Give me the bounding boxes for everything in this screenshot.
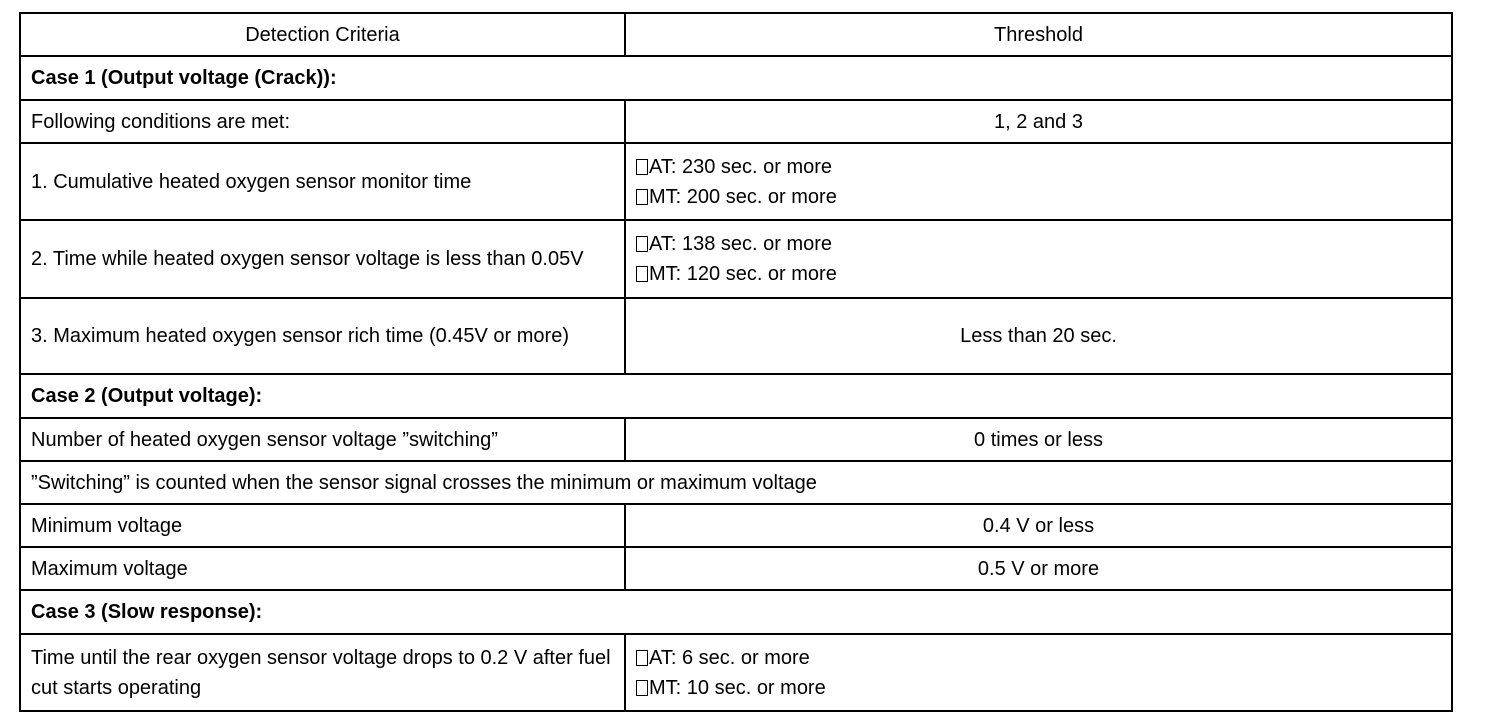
detection-criteria-table <box>19 12 1453 712</box>
criteria-cell: Following conditions are met: <box>20 100 625 143</box>
criteria-cell: Maximum voltage <box>20 547 625 590</box>
case2-title: Case 2 (Output voltage): <box>20 374 1452 418</box>
threshold-cell <box>625 634 1452 711</box>
note-row <box>20 461 1452 504</box>
table-row <box>20 100 1452 143</box>
criteria-cell: 2. Time while heated oxygen sensor voltage is less than 0.05V <box>20 220 625 298</box>
table-row <box>20 143 1452 220</box>
threshold-cell <box>625 220 1452 298</box>
criteria-cell: 3. Maximum heated oxygen sensor rich time (0.45V or more) <box>20 298 625 374</box>
threshold-at <box>636 152 1441 182</box>
table-header-row <box>20 13 1452 56</box>
threshold-at-text: AT: 230 sec. or more <box>649 155 833 178</box>
table-row <box>20 547 1452 590</box>
criteria-cell: 1. Cumulative heated oxygen sensor monitor time <box>20 143 625 220</box>
threshold-cell: 0.5 V or more <box>625 547 1452 590</box>
criteria-cell: Time until the rear oxygen sensor voltage drops to 0.2 V after fuel cut starts operating <box>20 634 625 711</box>
table-row <box>20 504 1452 547</box>
threshold-mt-text: MT: 200 sec. or more <box>649 185 837 208</box>
criteria-cell: Number of heated oxygen sensor voltage ”switching” <box>20 418 625 461</box>
checkbox-icon <box>636 650 648 666</box>
case-heading-row <box>20 56 1452 100</box>
case1-title: Case 1 (Output voltage (Crack)): <box>20 56 1452 100</box>
threshold-mt <box>636 259 1441 289</box>
header-detection-criteria: Detection Criteria <box>20 13 625 56</box>
criteria-cell: Minimum voltage <box>20 504 625 547</box>
table-row <box>20 298 1452 374</box>
case3-title: Case 3 (Slow response): <box>20 590 1452 634</box>
threshold-at <box>636 643 1441 673</box>
checkbox-icon <box>636 159 648 175</box>
table-row <box>20 634 1452 711</box>
header-threshold: Threshold <box>625 13 1452 56</box>
table-row <box>20 220 1452 298</box>
checkbox-icon <box>636 236 648 252</box>
threshold-cell <box>625 143 1452 220</box>
threshold-mt-text: MT: 120 sec. or more <box>649 263 837 285</box>
threshold-cell: Less than 20 sec. <box>625 298 1452 374</box>
threshold-mt-text: MT: 10 sec. or more <box>649 676 826 699</box>
threshold-cell: 1, 2 and 3 <box>625 100 1452 143</box>
threshold-at-text: AT: 6 sec. or more <box>649 646 810 669</box>
checkbox-icon <box>636 680 648 696</box>
case-heading-row <box>20 590 1452 634</box>
threshold-cell: 0.4 V or less <box>625 504 1452 547</box>
case-heading-row <box>20 374 1452 418</box>
threshold-mt <box>636 673 1441 703</box>
threshold-mt <box>636 182 1441 212</box>
table-row <box>20 418 1452 461</box>
switching-note: ”Switching” is counted when the sensor signal crosses the minimum or maximum voltage <box>20 461 1452 504</box>
checkbox-icon <box>636 189 648 205</box>
threshold-cell: 0 times or less <box>625 418 1452 461</box>
checkbox-icon <box>636 266 648 282</box>
threshold-at <box>636 229 1441 259</box>
threshold-at-text: AT: 138 sec. or more <box>649 233 833 255</box>
